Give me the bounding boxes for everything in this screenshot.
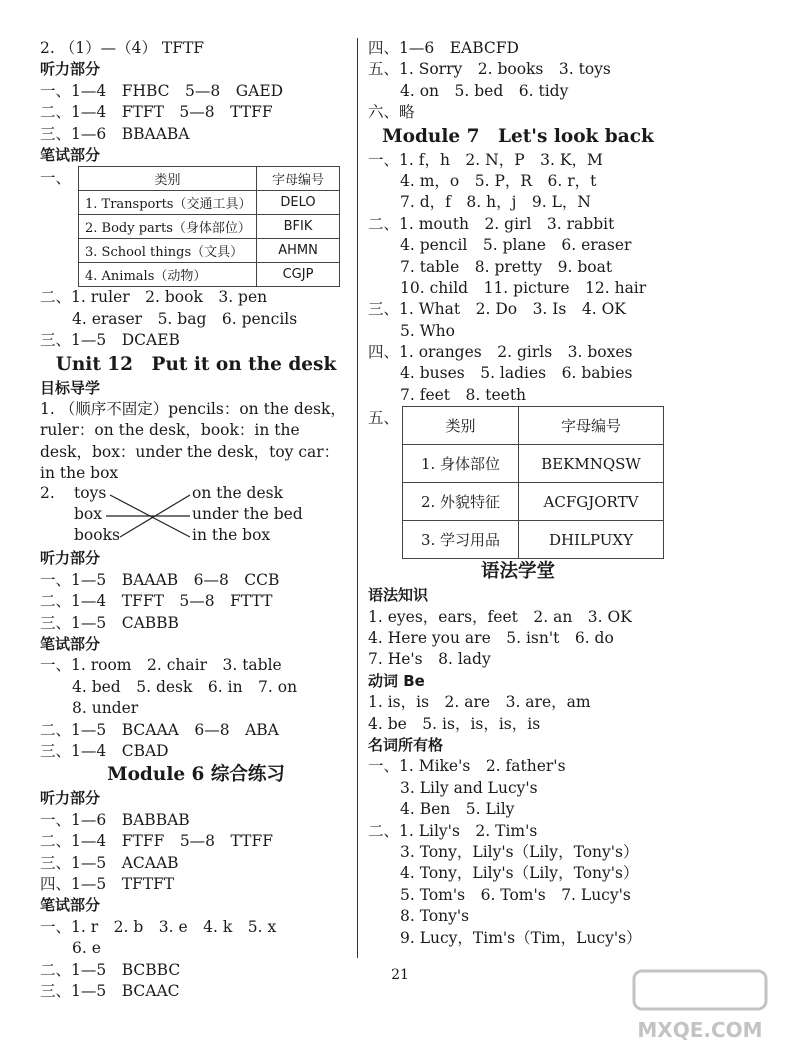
table-cell: 1. Transports（交通工具） <box>79 191 257 215</box>
answer-line: 4. m，o 5. P，R 6. r，t <box>400 171 597 190</box>
answer-line: 4. buses 5. ladies 6. babies <box>400 364 633 383</box>
answer-line: desk，box：under the desk，toy car： <box>40 442 340 461</box>
section-heading: 笔试部分 <box>40 635 101 654</box>
answer-line: 一、1. r 2. b 3. e 4. k 5. x <box>40 917 277 936</box>
answer-line: 4. pencil 5. plane 6. eraser <box>400 236 632 255</box>
answer-line: 4. Tony，Lily's（Lily，Tony's） <box>400 864 639 883</box>
answer-line: in the box <box>40 464 119 483</box>
answer-line: 一、1—6 BABBAB <box>40 810 190 829</box>
section-heading: 语法知识 <box>368 586 429 605</box>
section-heading: 听力部分 <box>40 60 101 79</box>
section-heading: 目标导学 <box>40 378 101 397</box>
answer-line: 1. （顺序不固定）pencils：on the desk， <box>40 399 346 418</box>
match-left-item: toys <box>74 484 107 503</box>
section-title: 语法学堂 <box>480 561 555 583</box>
answer-line: 二、1. Lily's 2. Tim's <box>368 821 538 840</box>
answer-line: 10. child 11. picture 12. hair <box>400 278 647 297</box>
answer-line: 7. He's 8. lady <box>368 650 491 669</box>
answer-line: 3. Tony，Lily's（Lily，Tony's） <box>400 842 639 861</box>
page-number: 21 <box>391 967 409 983</box>
answer-line: 4. bed 5. desk 6. in 7. on <box>72 677 298 696</box>
section-heading: 动词 Be <box>368 671 425 690</box>
answer-line: 四、1—6 EABCFD <box>368 39 519 57</box>
section-heading: 笔试部分 <box>40 896 101 915</box>
match-right-item: in the box <box>192 526 271 545</box>
answer-line: 4. Here you are 5. isn't 6. do <box>368 629 614 648</box>
match-number: 2. <box>40 484 55 503</box>
answer-line: 1. is，is 2. are 3. are，am <box>368 693 591 712</box>
match-right-item: on the desk <box>192 484 283 503</box>
answer-line: 二、1—4 FTFF 5—8 TTFF <box>40 832 274 851</box>
section-heading: 听力部分 <box>40 549 101 568</box>
answer-line: 4. Ben 5. Lily <box>400 800 515 819</box>
match-right-item: under the bed <box>192 505 303 524</box>
table-cell: AHMN <box>257 239 340 263</box>
table-cell: BEKMNQSW <box>518 445 663 483</box>
answer-line: 二、1. mouth 2. girl 3. rabbit <box>368 214 615 233</box>
answer-line: 六、略 <box>368 103 415 122</box>
answer-line: 3. Lily and Lucy's <box>400 778 538 797</box>
match-left-item: box <box>74 505 102 524</box>
answer-line: 三、1—5 DCAEB <box>40 331 180 350</box>
answer-line: 三、1—5 BCAAC <box>40 981 180 1000</box>
table-cell: BFIK <box>257 215 340 239</box>
answer-line: 5. Tom's 6. Tom's 7. Lucy's <box>400 885 631 904</box>
answer-line: 一、1. Mike's 2. father's <box>368 757 566 776</box>
answer-line: 6. e <box>72 939 101 958</box>
answer-line: 9. Lucy，Tim's（Tim，Lucy's） <box>400 928 642 947</box>
answer-line: 二、1—5 BCAAA 6—8 ABA <box>40 720 279 739</box>
answer-line: 8. under <box>72 699 139 718</box>
section-heading: 名词所有格 <box>368 735 444 754</box>
answer-line: 4. eraser 5. bag 6. pencils <box>72 309 298 328</box>
answer-line: ruler：on the desk，book：in the <box>40 421 300 440</box>
module-heading: Module 7 Let's look back <box>382 125 654 147</box>
category-table <box>78 166 340 287</box>
answer-line: 8. Tony's <box>400 907 470 926</box>
answer-line: 四、1. oranges 2. girls 3. boxes <box>368 343 633 362</box>
table-label: 五、 <box>368 409 400 428</box>
answer-line: 一、1. f，h 2. N，P 3. K，M <box>368 150 603 169</box>
answer-line: 三、1—5 CABBB <box>40 613 179 632</box>
answer-line: 一、1. room 2. chair 3. table <box>40 656 282 675</box>
answer-line: 4. be 5. is，is，is，is <box>368 714 541 733</box>
table-cell: CGJP <box>257 263 340 287</box>
answer-line: 7. table 8. pretty 9. boat <box>400 257 613 276</box>
left-column <box>40 38 352 1002</box>
answer-line: 三、1—6 BBAABA <box>40 124 190 143</box>
answer-line: 7. d，f 8. h，j 9. L，N <box>400 193 591 212</box>
unit-heading: Unit 12 Put it on the desk <box>55 353 337 375</box>
table-cell: 3. School things（文具） <box>79 239 257 263</box>
table-cell: DELO <box>257 191 340 215</box>
matching-diagram <box>40 484 352 548</box>
match-lines <box>40 484 352 548</box>
table-header: 字母编号 <box>518 407 663 445</box>
answer-line: 二、1. ruler 2. book 3. pen <box>40 288 268 307</box>
table-label: 一、 <box>40 169 72 188</box>
answer-line: 4. on 5. bed 6. tidy <box>400 81 569 100</box>
table-cell: ACFGJORTV <box>518 483 663 521</box>
table-header: 字母编号 <box>257 167 340 191</box>
answer-line: 二、1—5 BCBBC <box>40 960 181 979</box>
table-header: 类别 <box>403 407 519 445</box>
table-cell: DHILPUXY <box>518 521 663 559</box>
answer-line: 7. feet 8. teeth <box>400 385 527 404</box>
section-heading: 听力部分 <box>40 789 101 808</box>
answer-line: 三、1—5 ACAAB <box>40 853 179 872</box>
table-cell: 3. 学习用品 <box>403 521 519 559</box>
column-divider <box>357 38 358 958</box>
answer-line: 三、1. What 2. Do 3. Is 4. OK <box>368 300 626 319</box>
section-heading: 笔试部分 <box>40 145 101 164</box>
watermark-text: MXQE.COM <box>637 1018 763 1042</box>
table-cell: 4. Animals（动物） <box>79 263 257 287</box>
table-cell: 2. 外貌特征 <box>403 483 519 521</box>
answer-line: 一、1—5 BAAAB 6—8 CCB <box>40 570 280 589</box>
answer-line: 五、1. Sorry 2. books 3. toys <box>368 60 611 79</box>
answer-line: 2. （1）—（4） TFTF <box>40 39 205 57</box>
answer-line: 5. Who <box>400 321 455 340</box>
answer-line: 二、1—4 FTFT 5—8 TTFF <box>40 103 273 122</box>
module-heading: Module 6 综合练习 <box>107 764 285 786</box>
table-cell: 2. Body parts（身体部位） <box>79 215 257 239</box>
answer-line: 三、1—4 CBAD <box>40 741 169 760</box>
answer-line: 二、1—4 TFFT 5—8 FTTT <box>40 592 273 611</box>
right-column <box>368 38 668 949</box>
category-table-block <box>368 406 668 559</box>
answer-line: 1. eyes，ears，feet 2. an 3. OK <box>368 607 632 626</box>
table-cell: 1. 身体部位 <box>403 445 519 483</box>
answer-line: 一、1—4 FHBC 5—8 GAED <box>40 81 284 100</box>
watermark-logo <box>630 965 770 1045</box>
category-table-block <box>40 166 352 287</box>
answer-line: 四、1—5 TFTFT <box>40 874 175 893</box>
match-left-item: books <box>74 526 120 545</box>
category-table <box>402 406 664 559</box>
table-header: 类别 <box>79 167 257 191</box>
